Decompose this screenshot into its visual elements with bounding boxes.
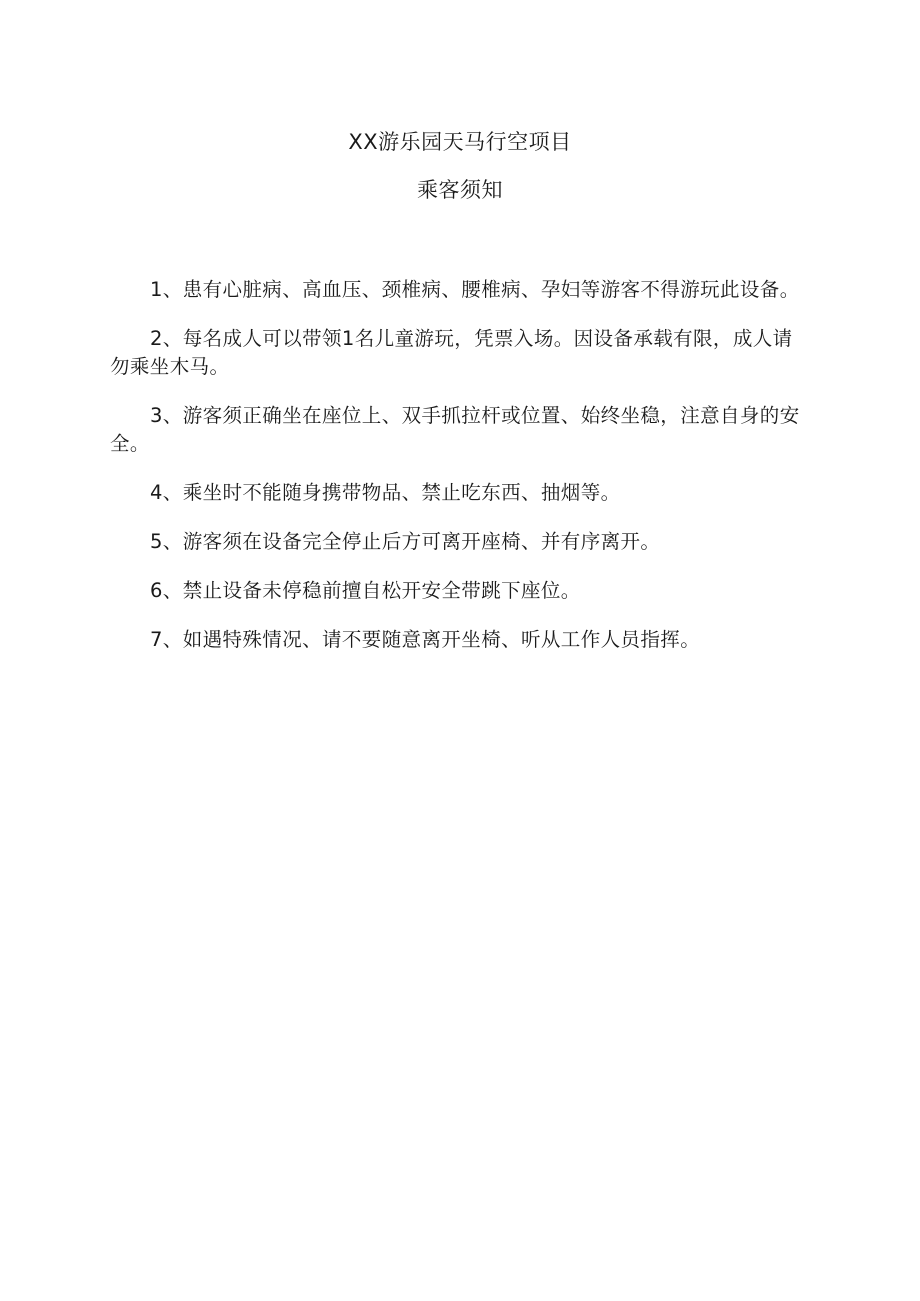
notice-item-3: 3、游客须正确坐在座位上、双手抓拉杆或位置、始终坐稳，注意自身的安全。 — [110, 404, 800, 455]
notice-item-2: 2、每名成人可以带领1名儿童游玩，凭票入场。因设备承载有限，成人请勿乘坐木马。 — [110, 327, 793, 378]
document-title: XX游乐园天马行空项目 — [348, 130, 572, 154]
notice-list — [110, 276, 810, 675]
notice-item-6: 6、禁止设备未停稳前擅自松开安全带跳下座位。 — [150, 579, 581, 602]
title-block — [0, 128, 920, 204]
notice-item-4: 4、乘坐时不能随身携带物品、禁止吃东西、抽烟等。 — [150, 481, 621, 504]
document-subtitle: 乘客须知 — [417, 178, 503, 202]
notice-item-5: 5、游客须在设备完全停止后方可离开座椅、并有序离开。 — [150, 530, 661, 553]
notice-item-7: 7、如遇特殊情况、请不要随意离开坐椅、听从工作人员指挥。 — [150, 628, 701, 651]
notice-item-1: 1、患有心脏病、高血压、颈椎病、腰椎病、孕妇等游客不得游玩此设备。 — [150, 278, 800, 301]
